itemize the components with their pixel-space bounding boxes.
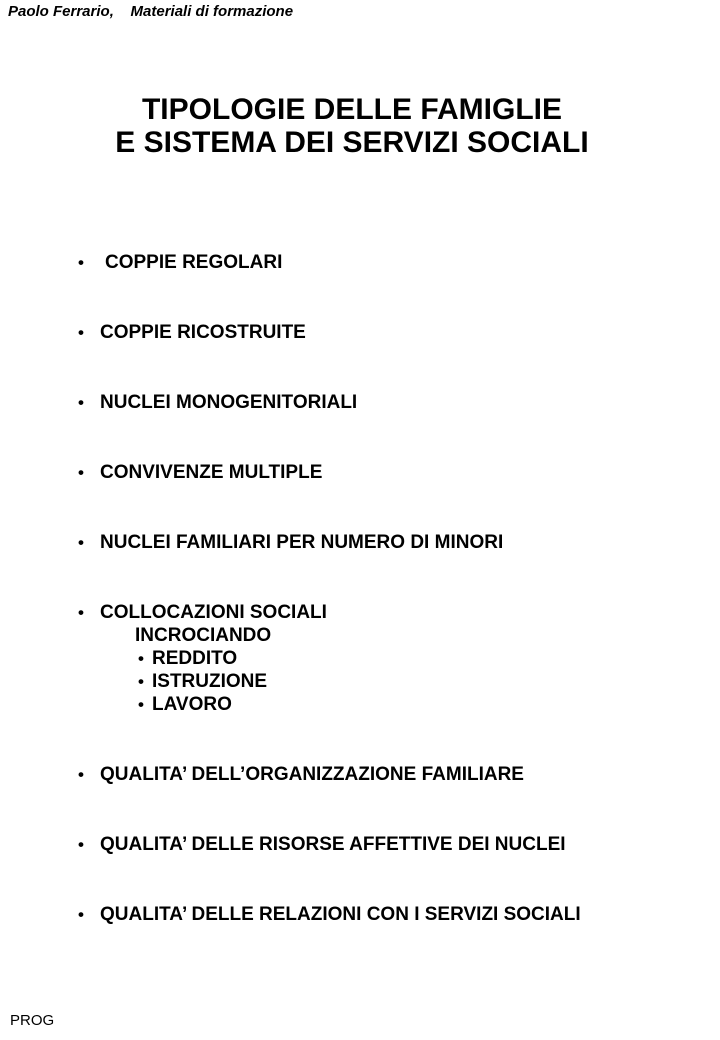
list-item-label: COLLOCAZIONI SOCIALI xyxy=(100,602,327,623)
bullet-icon: • xyxy=(138,649,144,668)
list-item-label: COPPIE REGOLARI xyxy=(105,252,283,273)
sub-list-item-label: LAVORO xyxy=(152,694,232,715)
list-item xyxy=(78,461,698,484)
bullet-icon: • xyxy=(78,835,84,854)
list-item xyxy=(78,251,698,274)
bullet-icon: • xyxy=(78,463,84,482)
sub-list-item-label: ISTRUZIONE xyxy=(152,671,268,692)
list-item-label: QUALITA’ DELL’ORGANIZZAZIONE FAMILIARE xyxy=(100,764,524,785)
sub-list-item xyxy=(138,693,698,716)
page-title-line-2: E SISTEMA DEI SERVIZI SOCIALI xyxy=(115,126,589,159)
sub-list xyxy=(135,624,698,716)
list-item xyxy=(78,531,698,554)
bullet-icon: • xyxy=(78,533,84,552)
sub-list-item-label: REDDITO xyxy=(152,648,238,669)
sub-list-item xyxy=(138,647,698,670)
page-title-line-1: TIPOLOGIE DELLE FAMIGLIE xyxy=(141,93,562,126)
bullet-icon: • xyxy=(78,765,84,784)
page-title xyxy=(0,93,720,159)
list-item xyxy=(78,763,698,786)
sub-list-heading: INCROCIANDO xyxy=(135,625,272,646)
author-header: Paolo Ferrario, Materiali di formazione xyxy=(8,3,294,20)
list-item xyxy=(78,391,698,414)
bullet-icon: • xyxy=(138,695,144,714)
bullet-list xyxy=(78,251,698,973)
bullet-icon: • xyxy=(78,393,84,412)
footer-label: PROG xyxy=(10,1012,55,1029)
list-item xyxy=(78,601,698,624)
bullet-icon: • xyxy=(138,672,144,691)
bullet-icon: • xyxy=(78,905,84,924)
list-item xyxy=(78,903,698,926)
list-item xyxy=(78,833,698,856)
list-item-label: QUALITA’ DELLE RELAZIONI CON I SERVIZI SOCIALI xyxy=(100,904,581,925)
list-item-label: QUALITA’ DELLE RISORSE AFFETTIVE DEI NUCLEI xyxy=(100,834,566,855)
bullet-icon: • xyxy=(78,323,84,342)
list-item xyxy=(78,321,698,344)
bullet-icon: • xyxy=(78,253,84,272)
list-item-label: CONVIVENZE MULTIPLE xyxy=(100,462,323,483)
list-item-label: COPPIE RICOSTRUITE xyxy=(100,322,306,343)
list-item-label: NUCLEI FAMILIARI PER NUMERO DI MINORI xyxy=(100,532,504,553)
sub-list-item xyxy=(138,670,698,693)
list-item-label: NUCLEI MONOGENITORIALI xyxy=(100,392,358,413)
bullet-icon: • xyxy=(78,603,84,622)
